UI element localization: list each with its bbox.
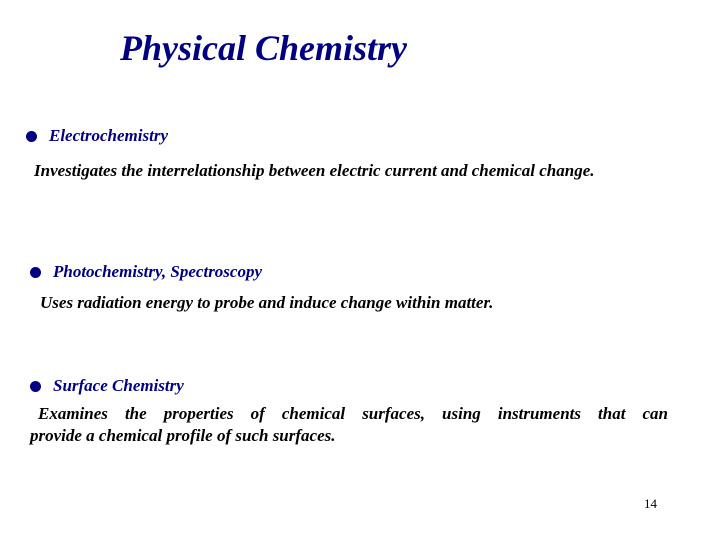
bullet-icon	[30, 267, 41, 278]
page-number: 14	[644, 496, 657, 511]
description-line: Examines the properties of chemical surfaces, using instruments that can	[38, 404, 668, 423]
bullet-icon	[26, 131, 37, 142]
section-electrochemistry-description: Investigates the interrelationship between electric current and chemical change.	[34, 161, 595, 180]
section-electrochemistry-heading	[26, 126, 168, 146]
section-photochemistry-heading	[30, 262, 262, 282]
description-line: provide a chemical profile of such surfaces.	[30, 426, 336, 445]
section-heading: Electrochemistry	[49, 126, 168, 145]
section-heading: Photochemistry, Spectroscopy	[53, 262, 263, 281]
section-photochemistry-description: Uses radiation energy to probe and induce change within matter.	[40, 293, 494, 312]
section-heading: Surface Chemistry	[53, 376, 184, 395]
slide-title: Physical Chemistry	[120, 28, 407, 68]
section-surface-chemistry-description	[30, 403, 668, 447]
section-surface-chemistry-heading	[30, 376, 184, 396]
bullet-icon	[30, 381, 41, 392]
